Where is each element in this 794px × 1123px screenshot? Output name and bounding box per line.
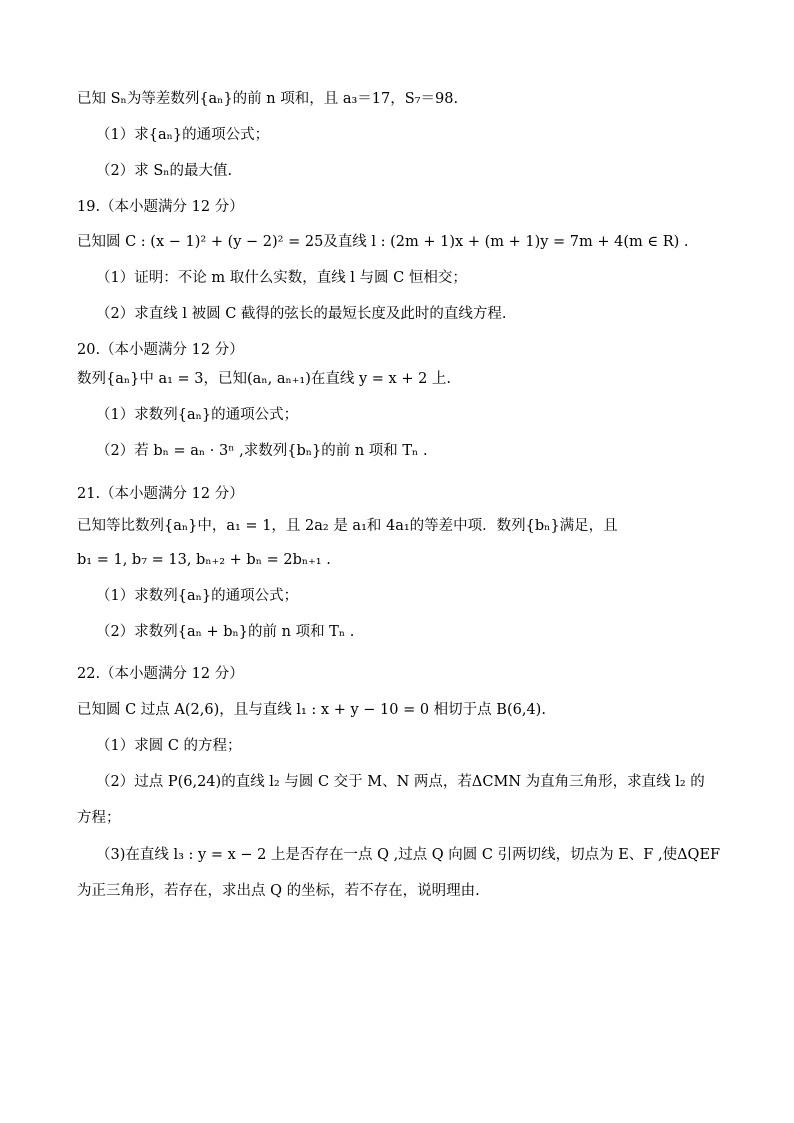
q22-part2-line2: 方程； [77, 810, 121, 826]
q21-header: 21.（本小题满分 12 分） [77, 486, 244, 502]
q22-stem: 已知圆 C 过点 A(2,6)，且与直线 l₁ : x + y − 10 = 0 相切于点 B(6,4). [77, 702, 546, 718]
q19-part1: （1）证明：不论 m 取什么实数，直线 l 与圆 C 恒相交； [96, 270, 467, 286]
q22-part2-line1: （2）过点 P(6,24)的直线 l₂ 与圆 C 交于 M、N 两点，若ΔCMN 为直角三角形，求直线 l₂ 的 [96, 774, 705, 790]
q18-stem: 已知 Sₙ为等差数列{aₙ}的前 n 项和，且 a₃＝17，S₇＝98. [77, 91, 459, 107]
q22-part3-line2: 为正三角形，若存在，求出点 Q 的坐标，若不存在，说明理由. [77, 883, 480, 899]
q22-part1: （1）求圆 C 的方程； [96, 738, 242, 754]
q18-part1: （1）求{aₙ}的通项公式； [96, 127, 270, 143]
q20-part2: （2）若 bₙ = aₙ · 3ⁿ ,求数列{bₙ}的前 n 项和 Tₙ . [96, 443, 428, 459]
q22-part3-line1: （3)在直线 l₃ : y = x − 2 上是否存在一点 Q ,过点 Q 向圆 C 引两切线，切点为 E、F ,使ΔQEF [96, 847, 721, 863]
q21-part2: （2）求数列{aₙ + bₙ}的前 n 项和 Tₙ . [96, 624, 355, 640]
q21-stem-line1: 已知等比数列{aₙ}中，a₁ = 1，且 2a₂ 是 a₁和 4a₁的等差中项．数列{bₙ}满足，且 [77, 518, 618, 534]
q21-part1: （1）求数列{aₙ}的通项公式； [96, 588, 299, 604]
q19-header: 19.（本小题满分 12 分） [77, 199, 244, 215]
q21-stem-line2: b₁ = 1, b₇ = 13, bₙ₊₂ + bₙ = 2bₙ₊₁ . [77, 552, 331, 568]
q20-stem: 数列{aₙ}中 a₁ = 3，已知(aₙ, aₙ₊₁)在直线 y = x + 2 上. [77, 371, 452, 387]
q18-part2: （2）求 Sₙ的最大值. [96, 163, 233, 179]
q20-part1: （1）求数列{aₙ}的通项公式； [96, 407, 299, 423]
q22-header: 22.（本小题满分 12 分） [77, 666, 244, 682]
q19-part2: （2）求直线 l 被圆 C 截得的弦长的最短长度及此时的直线方程. [96, 306, 507, 322]
q20-header: 20.（本小题满分 12 分） [77, 342, 244, 358]
q19-stem: 已知圆 C : (x − 1)² + (y − 2)² = 25及直线 l : (2m + 1)x + (m + 1)y = 7m + 4(m ∈ R) . [77, 234, 689, 250]
